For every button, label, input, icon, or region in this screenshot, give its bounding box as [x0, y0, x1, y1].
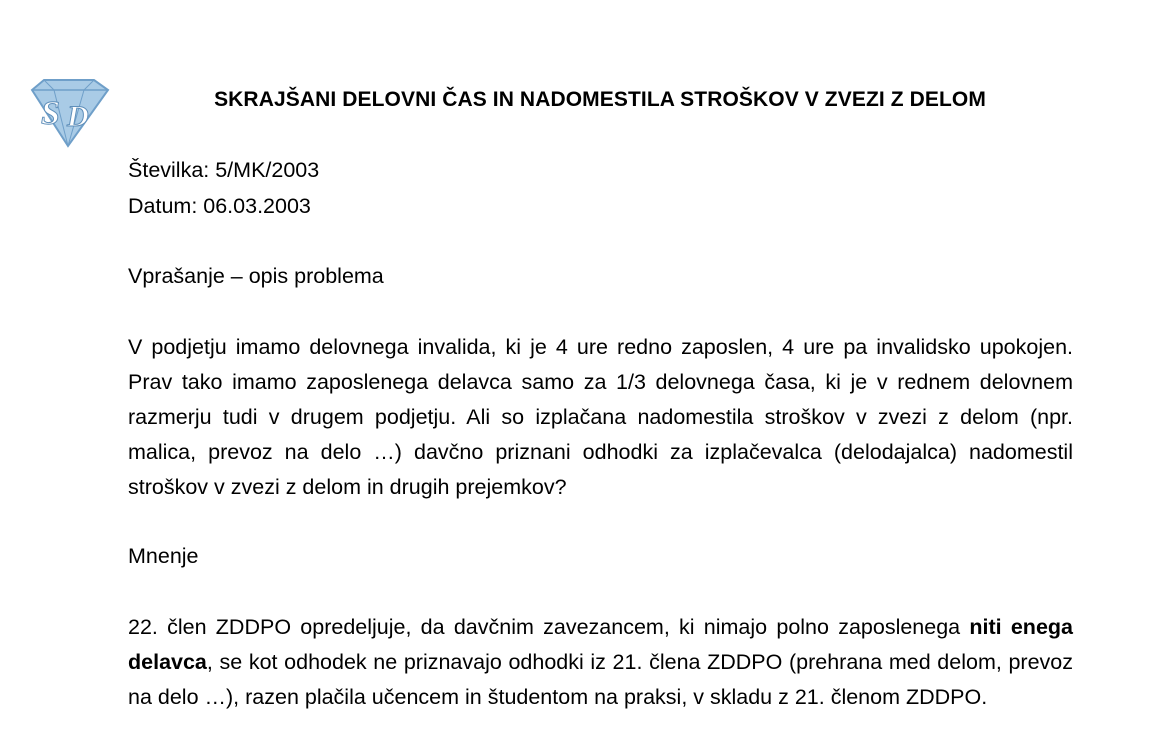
opinion-body: [128, 610, 1073, 715]
opinion-text-before: 22. člen ZDDPO opredeljuje, da davčnim zavezancem, ki nimajo polno zaposlenega: [128, 615, 970, 639]
opinion-heading: Mnenje: [128, 544, 199, 568]
document-date: Datum: 06.03.2003: [128, 194, 311, 218]
opinion-text-bold: niti enega delavca: [128, 615, 1073, 674]
question-body: V podjetju imamo delovnega invalida, ki je 4 ure redno zaposlen, 4 ure pa invalidsko upokojen. Prav tako imamo zaposlenega delavca samo za 1/3 delovnega časa, ki je v rednem delovnem razmerju tudi v drugem podjetju. Ali so izplačana nadomestila stroškov v zvezi z delom (npr. malica, prevoz na delo …) davčno priznani odhodki za izplačevalca (delodajalca) nadomestil stroškov v zvezi z delom in drugih prejemkov?: [128, 335, 1073, 499]
opinion-text-after: , se kot odhodek ne priznavajo odhodki iz 21. člena ZDDPO (prehrana med delom, prevoz na delo …), razen plačila učencem in študentom na praksi, v skladu z 21. členom ZDDPO.: [128, 650, 1073, 709]
document-number: Številka: 5/MK/2003: [128, 158, 320, 182]
logo-letter-d: D: [67, 100, 89, 133]
logo-letter-s: S: [41, 95, 60, 132]
document-title: SKRAJŠANI DELOVNI ČAS IN NADOMESTILA STROŠKOV V ZVEZI Z DELOM: [214, 88, 986, 111]
sd-diamond-logo-icon: [26, 76, 112, 148]
question-heading: Vprašanje – opis problema: [128, 264, 384, 288]
